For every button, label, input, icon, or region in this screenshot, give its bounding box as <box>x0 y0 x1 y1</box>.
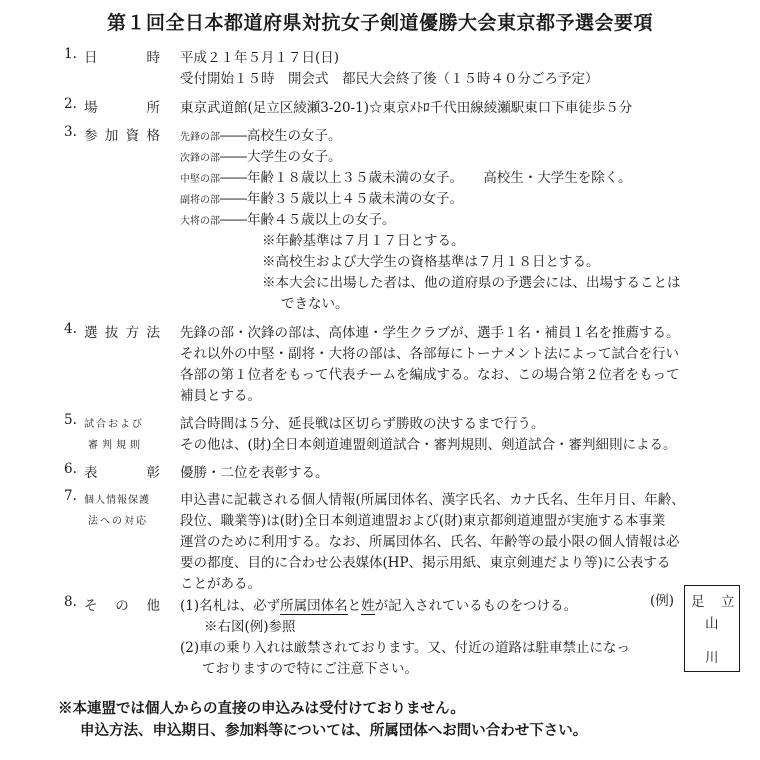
label-char: 日 <box>84 50 98 66</box>
section-7-line: 段位、職業等)は(財)全日本剣道連盟および(財)東京都剣道連盟が実施する本事業 <box>180 513 666 529</box>
section-5-label: 試合および <box>84 419 144 430</box>
label-char: 場 <box>84 100 98 116</box>
underlined-term: 姓 <box>361 598 375 614</box>
name-tag-example <box>684 585 740 672</box>
label-char: 法 <box>146 325 160 341</box>
section-4-line: 先鋒の部・次鋒の部は、高体連・学生クラブが、選手１名・補員１名を推薦する。 <box>180 325 680 341</box>
label-char: 表 <box>84 465 98 481</box>
division-dash: ―― <box>220 191 247 207</box>
section-7-line: 運営のために利用する。なお、所属団体名、氏名、年齢等の最小限の個人情報は必 <box>180 534 680 550</box>
name-tag-instruction <box>180 594 577 614</box>
section-5-line: 試合時間は５分、延長戦は区切らず勝敗の決するまで行う。 <box>180 416 545 432</box>
division-row <box>180 187 463 207</box>
section-5-number: 5. <box>64 412 77 428</box>
section-1-line: 受付開始１５時 開会式 都民大会終了後（１５時４０分ごろ予定） <box>180 71 599 87</box>
text-run: (1)名札は、必ず <box>180 598 281 614</box>
division-dash: ―― <box>220 149 247 165</box>
section-7-line: 申込書に記載される個人情報(所属団体名、漢字氏名、カナ氏名、生年月日、年齢、 <box>180 492 685 508</box>
division-name: 副将の部 <box>180 195 220 206</box>
section-7-label: 法への対応 <box>88 516 148 527</box>
name-tag-char: 足 <box>691 594 705 610</box>
example-label: (例) <box>650 593 675 609</box>
section-8-label <box>84 594 160 614</box>
division-text: 年齢４５歳以上の女子。 <box>247 212 396 228</box>
section-4-label <box>84 321 160 341</box>
label-char: 時 <box>146 50 160 66</box>
division-name: 大将の部 <box>180 216 220 227</box>
label-char: 参 <box>84 128 98 144</box>
division-text: 年齢３５歳以上４５歳未満の女子。 <box>247 191 463 207</box>
section-7-line: ことがある。 <box>180 576 261 592</box>
division-dash: ―― <box>220 212 247 228</box>
division-row <box>180 124 342 144</box>
division-dash: ―― <box>220 170 247 186</box>
example-reference-note: ※右図(例)参照 <box>204 619 296 635</box>
name-tag-char: 山 <box>705 616 719 632</box>
parking-notice: ておりますので特にご注意下さい。 <box>202 661 418 677</box>
label-char: そ <box>84 598 98 614</box>
qualification-note: ※本大会に出場した者は、他の道府県の予選会には、出場することは <box>262 275 681 291</box>
label-char: 方 <box>125 325 140 341</box>
underlined-term: 所属団体名 <box>280 598 348 614</box>
division-text: 大学生の女子。 <box>247 149 342 165</box>
section-7-label: 個人情報保護 <box>84 495 150 506</box>
section-1-line: 平成２１年５月１７日(日) <box>180 50 340 66</box>
division-dash: ―― <box>220 128 247 144</box>
division-row <box>180 145 342 165</box>
section-7-line: 要の都度、目的に合わせ公表媒体(HP、掲示用紙、東京剣連だより等)に公表する <box>180 555 671 571</box>
division-row <box>180 166 631 186</box>
parking-notice: (2)車の乗り入れは厳禁されております。又、付近の道路は駐車禁止になっ <box>180 640 631 656</box>
footer-notice: ※本連盟では個人からの直接の申込みは受付けておりません。 <box>58 700 465 717</box>
name-tag-char: 川 <box>705 650 719 666</box>
label-char: 抜 <box>104 325 119 341</box>
division-row <box>180 208 396 228</box>
section-5-line: その他は、(財)全日本剣道連盟剣道試合・審判規則、剣道試合・審判細則による。 <box>180 437 677 453</box>
division-name: 先鋒の部 <box>180 132 220 143</box>
section-6-number: 6. <box>64 461 77 477</box>
qualification-note: ※年齢基準は７月１７日とする。 <box>262 233 465 249</box>
section-4-line: 補員とする。 <box>180 388 261 404</box>
text-run: が記入されているものをつける。 <box>374 598 578 614</box>
division-name: 次鋒の部 <box>180 153 220 164</box>
label-char: 他 <box>146 598 160 614</box>
label-char: 彰 <box>146 465 160 481</box>
division-name: 中堅の部 <box>180 174 220 185</box>
section-7-number: 7. <box>64 488 77 504</box>
label-char: 所 <box>146 100 160 116</box>
label-char: 選 <box>84 325 98 341</box>
section-4-number: 4. <box>64 321 77 337</box>
label-char: の <box>115 598 129 614</box>
document-title: 第１回全日本都道府県対抗女子剣道優勝大会東京都予選会要項 <box>106 12 653 34</box>
section-6-line: 優勝・二位を表彰する。 <box>180 465 329 481</box>
section-3-label <box>84 124 160 144</box>
section-2-label <box>84 96 160 116</box>
section-6-label <box>84 461 160 481</box>
footer-notice: 申込方法、申込期日、参加料等については、所属団体へお問い合わせ下さい。 <box>80 722 588 739</box>
qualification-note: ※高校生および大学生の資格基準は７月１８日とする。 <box>262 254 600 270</box>
section-8-number: 8. <box>64 594 77 610</box>
section-1-label <box>84 46 160 66</box>
section-2-number: 2. <box>64 96 77 112</box>
label-char: 資 <box>125 128 140 144</box>
section-2-line: 東京武道館(足立区綾瀬3-20-1)☆東京ﾒﾄﾛ千代田線綾瀬駅東口下車徒歩５分 <box>180 100 633 116</box>
qualification-note: できない。 <box>281 296 349 312</box>
label-char: 格 <box>146 128 160 144</box>
name-tag-char: 立 <box>721 594 735 610</box>
section-4-line: 各部の第１位者をもって代表チームを編成する。なお、この場合第２位者をもって <box>180 367 680 383</box>
division-text: 高校生の女子。 <box>247 128 342 144</box>
section-1-number: 1. <box>64 46 77 62</box>
section-3-number: 3. <box>64 124 77 140</box>
text-run: と <box>347 598 362 614</box>
section-5-label: 審判規則 <box>88 440 144 451</box>
section-4-line: それ以外の中堅・副将・大将の部は、各部毎にトーナメント法によって試合を行い <box>180 346 679 362</box>
label-char: 加 <box>104 128 119 144</box>
division-text: 年齢１８歳以上３５歳未満の女子。 高校生・大学生を除く。 <box>247 170 632 186</box>
